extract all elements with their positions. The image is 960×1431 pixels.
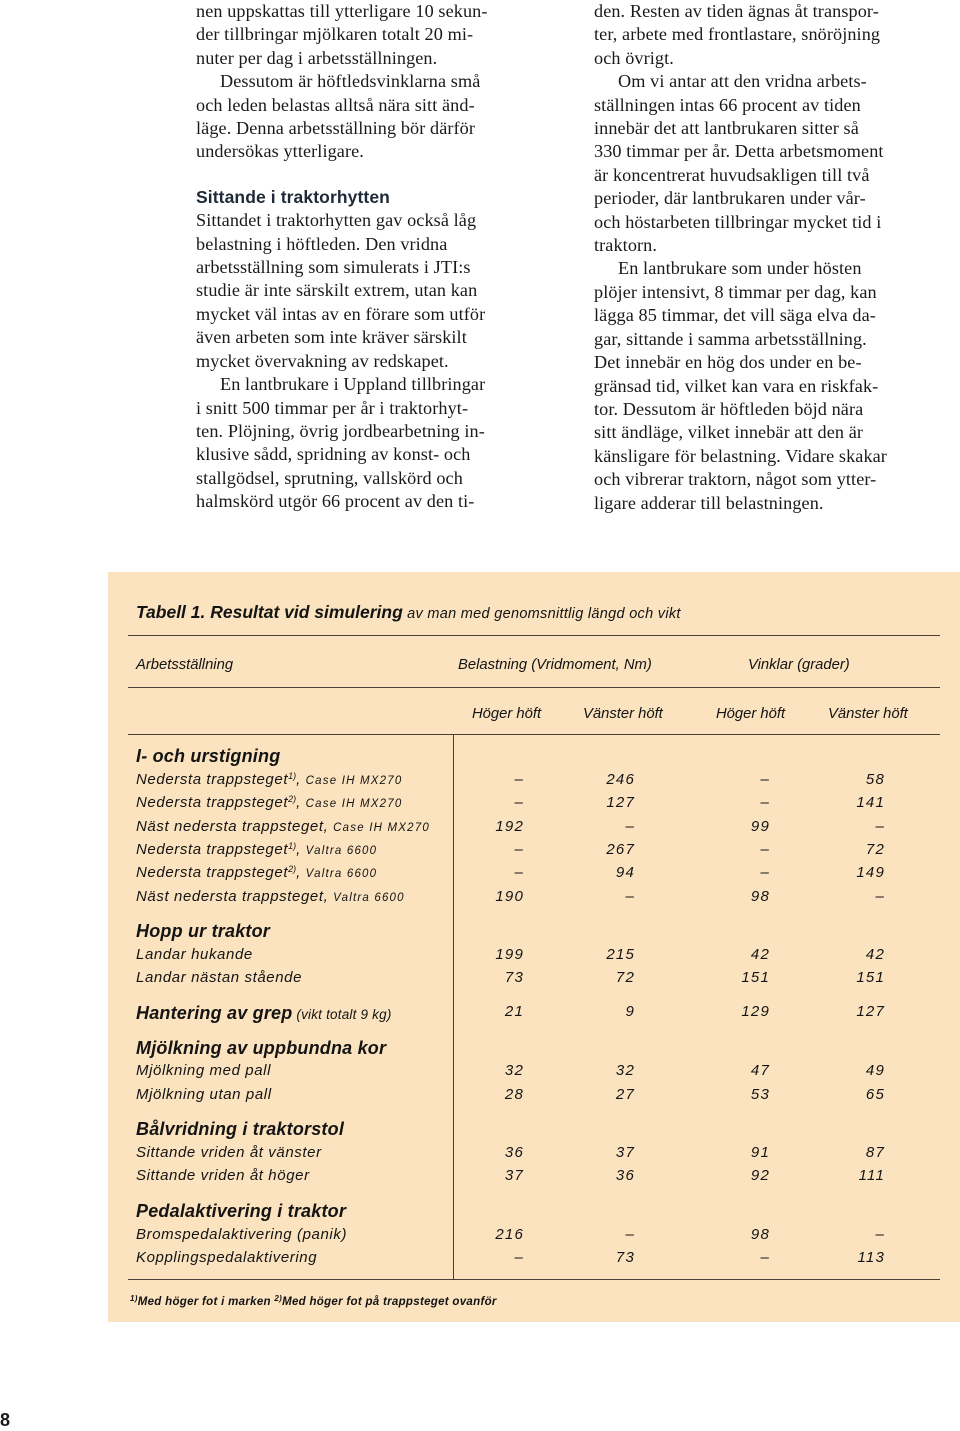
- text-column-left: [196, 0, 558, 514]
- paragraph: Dessutom är höftledsvinklarna små och leden belastas alltså nära sitt änd- läge. Denna arbetsställning bör därför undersökas ytterligare.: [196, 71, 481, 162]
- paragraph: den. Resten av tiden ägnas åt transpor- ter, arbete med frontlastare, snöröjning och övrigt.: [594, 1, 881, 68]
- table-section-heading: I- och urstigning: [136, 746, 281, 766]
- table-row: Landar hukande 199 215 42 42: [136, 946, 885, 963]
- table-row: Bromspedalaktivering (panik) 216 – 98 –: [136, 1226, 885, 1243]
- table-section-heading: Mjölkning av uppbundna kor: [136, 1038, 387, 1058]
- table-row: Mjölkning utan pall 28 27 53 65: [136, 1086, 885, 1103]
- column-header-angle: Vinklar (grader): [748, 657, 850, 673]
- table-section-heading: Bålvridning i traktorstol: [136, 1119, 345, 1139]
- page-number: 8: [0, 1410, 11, 1430]
- table-box: [108, 572, 960, 1322]
- paragraph: Sittandet i traktorhytten gav också låg belastning i höftleden. Den vridna arbetsställning som simulerats i JTI:s studie är inte särskilt extrem, utan kan mycket väl intas av en förare som utför även arbeten som inte kräver särskilt mycket övervakning av redskapet.: [196, 210, 486, 371]
- subheader-angle-right-hip: Höger höft: [716, 706, 786, 722]
- table-row: Nedersta trappsteget$^{1)}$, Case IH MX270 – 246 – 58: [136, 771, 885, 788]
- column-header-load: Belastning (Vridmoment, Nm): [458, 657, 652, 673]
- table-row: Nedersta trappsteget$^{1)}$, Valtra 6600 – 267 – 72: [136, 841, 885, 858]
- column-header-position: Arbetsställning: [136, 657, 234, 673]
- table-row: Kopplingspedalaktivering – 73 – 113: [136, 1249, 885, 1266]
- table-caption: [136, 602, 681, 623]
- table-row: Nedersta trappsteget$^{2)}$, Valtra 6600 – 94 – 149: [136, 864, 885, 881]
- caption-subtitle: av man med genomsnittlig längd och vikt: [402, 606, 681, 622]
- paragraph: nen uppskattas till ytterligare 10 sekun- der tillbringar mjölkaren totalt 20 mi- nuter per dag i arbetsställningen.: [196, 1, 488, 68]
- paragraph: En lantbrukare som under hösten plöjer intensivt, 8 timmar per dag, kan lägga 85 timmar, det vill säga elva da- gar, sittande i samma arbetsställning. Det innebär en hög dos under en be- gränsad tid, vilket kan vara en riskfak- tor. Dessutom är höftleden böjd nära sitt ändläge, vilket innebär att den är känsligare för belastning. Vidare skakar och vibrerar traktorn, något som ytter- ligare adderar till belastningen.: [594, 258, 887, 513]
- text-column-right: [594, 0, 956, 515]
- paragraph: En lantbrukare i Uppland tillbringar i snitt 500 timmar per år i traktorhyt- ten. Plöjning, övrig jordbearbetning in- klusive sådd, spridning av konst- och stallgödsel, sprutning, vallskörd och halmskörd utgör 66 procent av den ti-: [196, 374, 486, 512]
- table-footnote: $^{1)}$Med höger fot i marken $^{2)}$Med höger fot på trappsteget ovanför: [130, 1294, 497, 1308]
- table-section-heading: Hopp ur traktor: [136, 921, 271, 941]
- divider: [128, 1279, 940, 1280]
- table-section-heading: Pedalaktivering i traktor: [136, 1201, 347, 1221]
- divider: [128, 635, 940, 636]
- divider: [128, 734, 940, 735]
- table-row: Näst nedersta trappsteget, Valtra 6600 190 – 98 –: [136, 888, 885, 905]
- table-row: Sittande vriden åt vänster 36 37 91 87: [136, 1144, 885, 1161]
- paragraph: Om vi antar att den vridna arbets- ställningen intas 66 procent av tiden innebär det att lantbrukaren sitter så 330 timmar per år. Detta arbetsmoment är koncentrerat huvudsakligen till två perioder, där lantbrukaren under vår- och höstarbeten tillbringar mycket tid i traktorn.: [594, 71, 884, 256]
- subheader-load-left-hip: Vänster höft: [583, 706, 663, 722]
- section-heading: Sittande i traktorhytten: [196, 186, 390, 207]
- caption-title: Tabell 1. Resultat vid simulering: [136, 602, 403, 622]
- table-row: Näst nedersta trappsteget, Case IH MX270 192 – 99 –: [136, 818, 885, 835]
- divider: [128, 687, 940, 688]
- subheader-angle-left-hip: Vänster höft: [828, 706, 908, 722]
- table-row: Nedersta trappsteget$^{2)}$, Case IH MX270 – 127 – 141: [136, 794, 885, 811]
- table-row: Mjölkning med pall 32 32 47 49: [136, 1062, 885, 1079]
- table-row: Hantering av grep (vikt totalt 9 kg) 21 9 129 127: [136, 1003, 885, 1023]
- table-row: Sittande vriden åt höger 37 36 92 111: [136, 1167, 885, 1184]
- table-row: Landar nästan stående 73 72 151 151: [136, 969, 885, 986]
- subheader-load-right-hip: Höger höft: [472, 706, 542, 722]
